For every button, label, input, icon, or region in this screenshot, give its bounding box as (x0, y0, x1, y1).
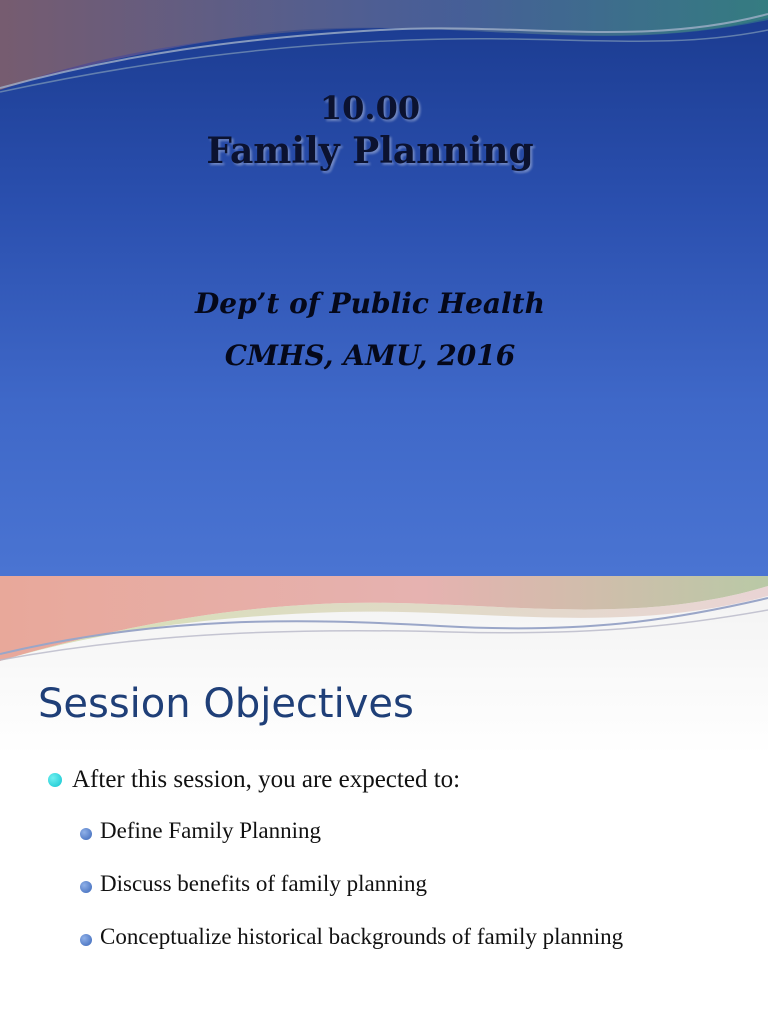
cropped-text-line (48, 1014, 688, 1024)
slide-title-number: 10.00 (319, 89, 421, 127)
slide-title (0, 88, 740, 174)
sub-bullet-dot-icon (80, 828, 92, 840)
objectives-slide (0, 576, 768, 1024)
sub-bullet-item (80, 820, 660, 854)
subtitle-institution: CMHS, AMU, 2016 (224, 339, 516, 372)
sub-bullet-dot-icon (80, 934, 92, 946)
sub-bullet-text: Conceptualize historical backgrounds of family planning (100, 924, 624, 949)
sub-bullet-item (80, 926, 660, 960)
decorative-wave-header (0, 576, 768, 671)
slide-subtitle (0, 278, 740, 382)
bullet-item-main (48, 764, 460, 796)
slide-title-main: Family Planning (206, 130, 534, 172)
sub-bullet-item (80, 873, 660, 907)
subtitle-department: Dep’t of Public Health (195, 287, 545, 320)
sub-bullet-text: Define Family Planning (100, 818, 322, 843)
bullet-dot-icon (48, 773, 62, 787)
slide-heading: Session Objectives (38, 681, 414, 727)
sub-bullet-text: Discuss benefits of family planning (100, 871, 428, 896)
sub-bullet-dot-icon (80, 881, 92, 893)
bullet-text: After this session, you are expected to: (72, 766, 461, 793)
decorative-wave-header (0, 0, 768, 100)
